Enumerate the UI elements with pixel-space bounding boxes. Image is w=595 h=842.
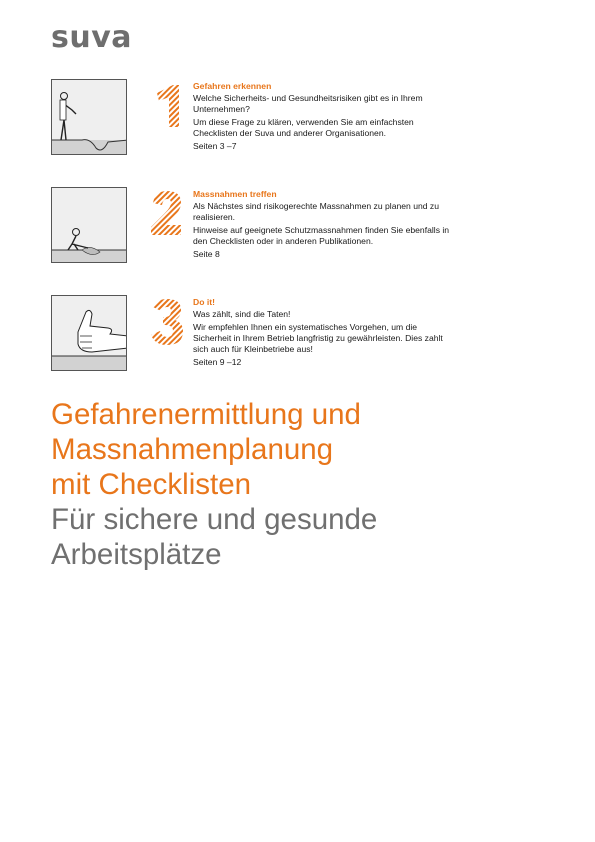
title-line: Massnahmenplanung — [51, 433, 334, 466]
measures-illustration — [51, 187, 127, 263]
number-3-icon — [147, 297, 187, 347]
number-1-icon — [147, 81, 187, 131]
step-paragraph: Als Nächstes sind risikogerechte Massnahmen zu planen und zu realisieren. — [193, 201, 440, 222]
title-line: Gefahrenermittlung und — [51, 398, 361, 431]
number-2-icon — [147, 189, 187, 239]
step-paragraph: Hinweise auf geeignete Schutzmassnahmen finden Sie ebenfalls in den Checklisten oder in anderen Publikationen. — [193, 225, 450, 246]
subtitle-line: Arbeitsplätze — [51, 538, 222, 571]
step-pages: Seiten 3 –7 — [193, 141, 237, 151]
step-3-text — [193, 297, 453, 370]
step-pages: Seiten 9 –12 — [193, 357, 242, 367]
step-heading: Massnahmen treffen — [193, 189, 277, 199]
step-pages: Seite 8 — [193, 249, 220, 259]
document-title — [51, 397, 571, 572]
subtitle-line: Für sichere und gesunde — [51, 503, 378, 536]
step-heading: Gefahren erkennen — [193, 81, 272, 91]
step-2-text — [193, 189, 453, 262]
step-1-text — [193, 81, 453, 154]
step-heading: Do it! — [193, 297, 215, 307]
step-paragraph: Was zählt, sind die Taten! — [193, 309, 291, 319]
step-paragraph: Um diese Frage zu klären, verwenden Sie am einfachsten Checklisten der Suva und anderer Organisationen. — [193, 117, 414, 138]
title-line: mit Checklisten — [51, 468, 252, 501]
thumbs-up-illustration — [51, 295, 127, 371]
hazard-spotting-illustration — [51, 79, 127, 155]
step-paragraph: Wir empfehlen Ihnen ein systematisches Vorgehen, um die Sicherheit in Ihrem Betrieb langfristig zu gewährleisten. Dies zahlt sich auch für Kleinbetriebe aus! — [193, 322, 443, 354]
suva-logo: suva — [51, 20, 133, 55]
step-paragraph: Welche Sicherheits- und Gesundheitsrisiken gibt es in Ihrem Unternehmen? — [193, 93, 423, 114]
